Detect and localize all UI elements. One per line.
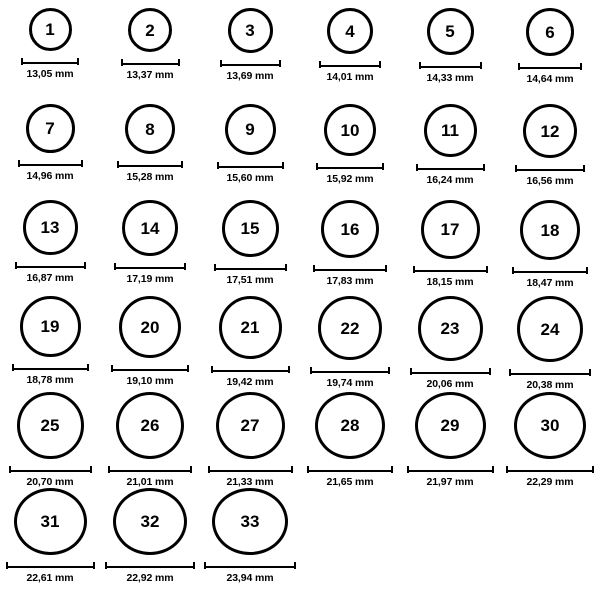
dimension-line-icon bbox=[512, 267, 588, 274]
ring-size-cell[interactable] bbox=[300, 8, 400, 104]
dimension-line-icon bbox=[509, 369, 591, 376]
ring-size-number: 27 bbox=[240, 416, 260, 435]
ring-circle bbox=[424, 104, 477, 157]
ring-dimension bbox=[15, 262, 86, 284]
ring-size-cell[interactable] bbox=[200, 392, 300, 488]
ring-diameter-label: 17,19 mm bbox=[126, 273, 174, 285]
ring-diameter-label: 22,61 mm bbox=[26, 572, 74, 584]
ring-circle bbox=[324, 104, 376, 156]
ring-circle bbox=[315, 392, 385, 459]
ring-circle bbox=[318, 296, 382, 360]
ring-dimension bbox=[211, 366, 290, 388]
ring-diameter-label: 18,15 mm bbox=[426, 276, 474, 288]
ring-size-number: 7 bbox=[45, 119, 55, 138]
ring-circle bbox=[113, 488, 187, 555]
dimension-line-icon bbox=[410, 368, 491, 375]
ring-size-cell[interactable] bbox=[400, 8, 500, 104]
ring-diameter-label: 23,94 mm bbox=[226, 572, 274, 584]
ring-size-number: 3 bbox=[245, 21, 255, 40]
dimension-line-icon bbox=[211, 366, 290, 373]
ring-diameter-label: 19,74 mm bbox=[326, 377, 374, 389]
ring-dimension bbox=[117, 161, 183, 183]
ring-dimension bbox=[313, 265, 387, 287]
ring-size-number: 33 bbox=[240, 512, 260, 531]
ring-size-cell[interactable] bbox=[100, 200, 200, 296]
ring-circle bbox=[216, 392, 285, 459]
ring-dimension bbox=[18, 160, 83, 182]
ring-diameter-label: 21,65 mm bbox=[326, 476, 374, 488]
ring-size-number: 4 bbox=[345, 21, 355, 41]
ring-size-number: 30 bbox=[540, 416, 560, 435]
dimension-line-icon bbox=[407, 466, 494, 473]
ring-diameter-label: 13,37 mm bbox=[126, 69, 174, 81]
ring-circle bbox=[526, 8, 574, 56]
ring-size-number: 28 bbox=[340, 416, 360, 435]
dimension-line-icon bbox=[214, 264, 287, 271]
dimension-line-icon bbox=[18, 160, 83, 167]
ring-diameter-label: 20,70 mm bbox=[26, 476, 74, 488]
dimension-line-icon bbox=[6, 562, 95, 569]
ring-size-number: 26 bbox=[140, 416, 160, 435]
dimension-line-icon bbox=[21, 58, 79, 65]
ring-size-cell[interactable] bbox=[0, 296, 100, 392]
ring-circle bbox=[116, 392, 184, 459]
ring-circle bbox=[321, 200, 379, 258]
ring-diameter-label: 17,51 mm bbox=[226, 274, 274, 286]
dimension-line-icon bbox=[506, 466, 594, 473]
dimension-line-icon bbox=[108, 466, 192, 473]
ring-size-number: 18 bbox=[540, 220, 560, 240]
ring-dimension bbox=[220, 60, 281, 82]
ring-size-cell[interactable] bbox=[500, 296, 600, 392]
ring-circle bbox=[128, 8, 172, 52]
dimension-line-icon bbox=[12, 364, 89, 371]
ring-dimension bbox=[114, 263, 186, 285]
ring-dimension bbox=[108, 466, 192, 488]
ring-circle bbox=[523, 104, 577, 158]
ring-dimension bbox=[214, 264, 287, 286]
ring-dimension bbox=[121, 59, 180, 81]
ring-diameter-label: 21,97 mm bbox=[426, 476, 474, 488]
dimension-line-icon bbox=[518, 63, 582, 70]
ring-size-cell[interactable] bbox=[500, 104, 600, 200]
dimension-line-icon bbox=[316, 163, 384, 170]
ring-size-cell[interactable] bbox=[100, 392, 200, 488]
ring-dimension bbox=[21, 58, 79, 80]
ring-size-number: 5 bbox=[445, 22, 455, 41]
ring-circle bbox=[517, 296, 583, 362]
ring-circle bbox=[225, 104, 276, 155]
ring-diameter-label: 22,29 mm bbox=[526, 476, 574, 488]
ring-size-number: 32 bbox=[140, 512, 160, 531]
ring-size-number: 25 bbox=[40, 416, 60, 435]
dimension-line-icon bbox=[15, 262, 86, 269]
ring-size-number: 10 bbox=[340, 120, 360, 140]
ring-size-number: 2 bbox=[145, 20, 155, 40]
ring-dimension bbox=[419, 62, 482, 84]
ring-size-number: 16 bbox=[340, 219, 360, 239]
ring-circle bbox=[122, 200, 178, 256]
ring-dimension bbox=[6, 562, 95, 584]
ring-diameter-label: 15,28 mm bbox=[126, 171, 174, 183]
dimension-line-icon bbox=[105, 562, 195, 569]
ring-diameter-label: 18,78 mm bbox=[26, 374, 74, 386]
ring-dimension bbox=[9, 466, 92, 488]
ring-circle bbox=[222, 200, 279, 257]
ring-size-cell[interactable] bbox=[100, 296, 200, 392]
ring-circle bbox=[418, 296, 483, 361]
dimension-line-icon bbox=[121, 59, 180, 66]
ring-dimension bbox=[12, 364, 89, 386]
ring-diameter-label: 21,33 mm bbox=[226, 476, 274, 488]
ring-size-number: 20 bbox=[140, 317, 160, 337]
dimension-line-icon bbox=[319, 61, 381, 68]
dimension-line-icon bbox=[217, 162, 284, 169]
ring-size-cell[interactable] bbox=[200, 8, 300, 104]
ring-diameter-label: 14,33 mm bbox=[426, 72, 474, 84]
ring-size-cell[interactable] bbox=[300, 392, 400, 488]
ring-size-number: 9 bbox=[245, 120, 255, 139]
ring-size-cell[interactable] bbox=[400, 296, 500, 392]
ring-dimension bbox=[509, 369, 591, 391]
ring-size-cell[interactable] bbox=[100, 104, 200, 200]
ring-size-number: 21 bbox=[240, 318, 260, 337]
ring-circle bbox=[415, 392, 486, 459]
ring-circle bbox=[20, 296, 81, 357]
dimension-line-icon bbox=[307, 466, 393, 473]
ring-size-cell[interactable] bbox=[0, 8, 100, 104]
ring-size-cell[interactable] bbox=[400, 200, 500, 296]
ring-size-number: 12 bbox=[540, 121, 560, 141]
dimension-line-icon bbox=[111, 365, 189, 372]
dimension-line-icon bbox=[114, 263, 186, 270]
ring-dimension bbox=[204, 562, 296, 584]
ring-diameter-label: 19,10 mm bbox=[126, 375, 174, 387]
ring-diameter-label: 14,01 mm bbox=[326, 71, 374, 83]
ring-size-number: 8 bbox=[145, 119, 155, 139]
ring-size-number: 15 bbox=[240, 219, 260, 238]
dimension-line-icon bbox=[204, 562, 296, 569]
ring-circle bbox=[17, 392, 84, 459]
ring-dimension bbox=[310, 367, 390, 389]
ring-dimension bbox=[111, 365, 189, 387]
ring-dimension bbox=[512, 267, 588, 289]
ring-size-cell[interactable] bbox=[200, 104, 300, 200]
ring-size-cell[interactable] bbox=[0, 392, 100, 488]
ring-size-number: 1 bbox=[45, 20, 55, 39]
ring-circle bbox=[228, 8, 273, 53]
dimension-line-icon bbox=[208, 466, 293, 473]
ring-circle bbox=[421, 200, 480, 259]
dimension-line-icon bbox=[313, 265, 387, 272]
ring-circle bbox=[520, 200, 580, 260]
ring-circle bbox=[119, 296, 181, 358]
ring-dimension bbox=[506, 466, 594, 488]
ring-size-cell[interactable] bbox=[300, 104, 400, 200]
ring-dimension bbox=[515, 165, 585, 187]
ring-circle bbox=[212, 488, 288, 555]
ring-diameter-label: 20,06 mm bbox=[426, 378, 474, 390]
ring-circle bbox=[327, 8, 373, 54]
ring-size-number: 22 bbox=[340, 318, 360, 338]
ring-size-number: 6 bbox=[545, 22, 555, 42]
ring-diameter-label: 16,87 mm bbox=[26, 272, 74, 284]
ring-size-cell[interactable] bbox=[200, 296, 300, 392]
ring-dimension bbox=[407, 466, 494, 488]
ring-size-number: 11 bbox=[441, 121, 459, 140]
ring-size-number: 14 bbox=[140, 218, 160, 238]
ring-dimension bbox=[316, 163, 384, 185]
ring-circle bbox=[26, 104, 75, 153]
dimension-line-icon bbox=[310, 367, 390, 374]
ring-size-cell[interactable] bbox=[200, 488, 300, 584]
ring-diameter-label: 16,56 mm bbox=[526, 175, 574, 187]
ring-circle bbox=[14, 488, 87, 555]
ring-size-cell[interactable] bbox=[400, 392, 500, 488]
ring-diameter-label: 16,24 mm bbox=[426, 174, 474, 186]
ring-dimension bbox=[518, 63, 582, 85]
ring-dimension bbox=[105, 562, 195, 584]
ring-circle bbox=[514, 392, 586, 459]
ring-size-cell[interactable] bbox=[100, 8, 200, 104]
ring-size-number: 31 bbox=[40, 512, 60, 531]
ring-dimension bbox=[410, 368, 491, 390]
ring-size-number: 29 bbox=[440, 416, 460, 435]
ring-dimension bbox=[416, 164, 485, 186]
ring-circle bbox=[219, 296, 282, 359]
ring-dimension bbox=[319, 61, 381, 83]
ring-size-number: 19 bbox=[40, 317, 60, 336]
ring-size-cell[interactable] bbox=[100, 488, 200, 584]
ring-size-cell[interactable] bbox=[200, 200, 300, 296]
ring-diameter-label: 21,01 mm bbox=[126, 476, 174, 488]
dimension-line-icon bbox=[220, 60, 281, 67]
ring-size-cell[interactable] bbox=[500, 8, 600, 104]
ring-diameter-label: 15,92 mm bbox=[326, 173, 374, 185]
ring-size-number: 13 bbox=[40, 218, 60, 237]
ring-diameter-label: 13,69 mm bbox=[226, 70, 274, 82]
ring-size-cell[interactable] bbox=[0, 200, 100, 296]
dimension-line-icon bbox=[117, 161, 183, 168]
ring-circle bbox=[125, 104, 175, 154]
dimension-line-icon bbox=[9, 466, 92, 473]
ring-circle bbox=[29, 8, 72, 51]
ring-size-cell[interactable] bbox=[0, 104, 100, 200]
ring-diameter-label: 13,05 mm bbox=[26, 68, 74, 80]
dimension-line-icon bbox=[416, 164, 485, 171]
dimension-line-icon bbox=[419, 62, 482, 69]
ring-dimension bbox=[307, 466, 393, 488]
ring-dimension bbox=[217, 162, 284, 184]
ring-size-number: 24 bbox=[540, 319, 560, 339]
ring-size-cell[interactable] bbox=[300, 200, 400, 296]
ring-size-cell[interactable] bbox=[0, 488, 100, 584]
ring-circle bbox=[427, 8, 474, 55]
ring-circle bbox=[23, 200, 78, 255]
ring-dimension bbox=[413, 266, 488, 288]
ring-size-number: 17 bbox=[440, 220, 460, 239]
ring-diameter-label: 14,64 mm bbox=[526, 73, 574, 85]
dimension-line-icon bbox=[413, 266, 488, 273]
ring-diameter-label: 22,92 mm bbox=[126, 572, 174, 584]
ring-size-cell[interactable] bbox=[400, 104, 500, 200]
ring-diameter-label: 15,60 mm bbox=[226, 172, 274, 184]
ring-diameter-label: 17,83 mm bbox=[326, 275, 374, 287]
ring-dimension bbox=[208, 466, 293, 488]
dimension-line-icon bbox=[515, 165, 585, 172]
ring-size-cell[interactable] bbox=[500, 392, 600, 488]
ring-size-cell[interactable] bbox=[500, 200, 600, 296]
ring-size-number: 23 bbox=[440, 319, 460, 338]
ring-size-cell[interactable] bbox=[300, 296, 400, 392]
ring-diameter-label: 14,96 mm bbox=[26, 170, 74, 182]
ring-diameter-label: 18,47 mm bbox=[526, 277, 574, 289]
ring-diameter-label: 19,42 mm bbox=[226, 376, 274, 388]
ring-diameter-label: 20,38 mm bbox=[526, 379, 574, 391]
